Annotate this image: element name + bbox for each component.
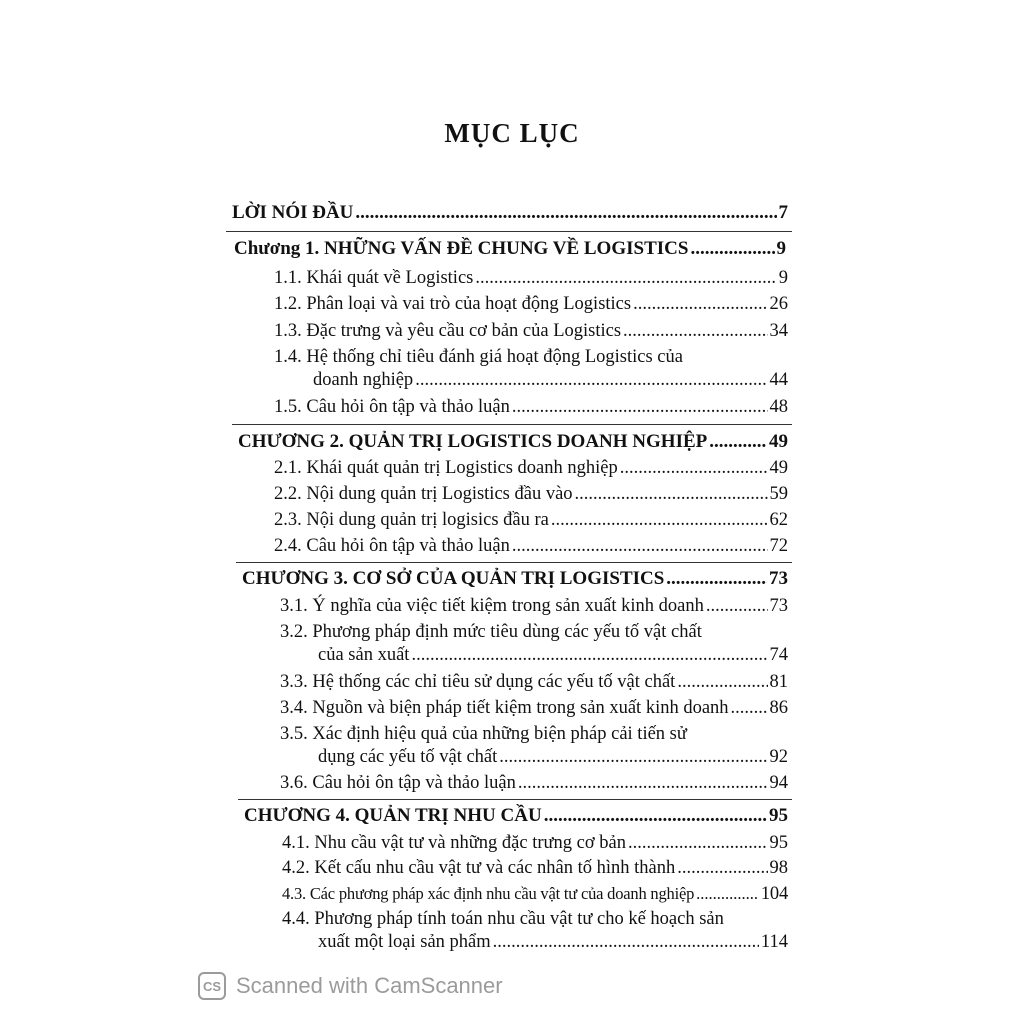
toc-page-number: 9 [776, 238, 786, 259]
toc-entry[interactable] [282, 857, 788, 879]
toc-page-number: 94 [769, 773, 788, 793]
toc-chapter-3[interactable] [242, 568, 788, 590]
toc-page-number: 73 [769, 568, 788, 589]
toc-chapter-1[interactable] [234, 238, 786, 260]
toc-entry-label: 3.6. Câu hỏi ôn tập và thảo luận [280, 773, 516, 793]
divider [232, 424, 792, 425]
toc-entry-preface[interactable] [232, 202, 788, 224]
toc-entry[interactable] [313, 369, 788, 391]
toc-page-number: 34 [769, 321, 788, 341]
toc-entry[interactable] [274, 535, 788, 557]
toc-entry[interactable] [282, 832, 788, 854]
toc-entry-label: 2.1. Khái quát quản trị Logistics doanh nghiệp [274, 458, 618, 478]
toc-entry-label: 1.5. Câu hỏi ôn tập và thảo luận [274, 397, 510, 417]
dot-leader [499, 746, 767, 768]
dot-leader [551, 509, 768, 531]
toc-entry[interactable] [280, 697, 788, 719]
dot-leader [696, 883, 759, 905]
toc-entry[interactable] [280, 671, 788, 693]
toc-entry-label: 3.5. Xác định hiệu quả của những biện pháp cải tiến sử [280, 724, 687, 744]
dot-leader [493, 931, 759, 953]
toc-entry-continuation: doanh nghiệp [313, 370, 414, 390]
dot-leader [512, 396, 768, 418]
dot-leader [677, 857, 767, 879]
toc-page-number: 44 [769, 370, 788, 390]
toc-entry[interactable] [280, 772, 788, 794]
toc-page-number: 86 [769, 698, 788, 718]
toc-entry-label: 4.1. Nhu cầu vật tư và những đặc trưng cơ bản [282, 833, 626, 853]
toc-page-number: 104 [760, 884, 788, 904]
dot-leader [475, 267, 776, 289]
toc-chapter-4[interactable] [244, 805, 788, 827]
watermark-text: Scanned with CamScanner [236, 973, 503, 998]
toc-entry-continuation: của sản xuất [318, 645, 410, 665]
toc-page-number: 81 [769, 672, 788, 692]
camscanner-logo-icon: CS [198, 972, 226, 1000]
dot-leader [706, 595, 768, 617]
toc-entry-continuation: dụng các yếu tố vật chất [318, 747, 498, 767]
dot-leader [355, 202, 776, 224]
toc-entry-label: 2.3. Nội dung quản trị logisics đầu ra [274, 510, 549, 530]
toc-entry[interactable] [274, 293, 788, 315]
toc-entry-label: 3.2. Phương pháp định mức tiêu dùng các yếu tố vật chất [280, 622, 702, 642]
toc-page-number: 74 [769, 645, 788, 665]
dot-leader [677, 671, 767, 693]
toc-entry-label: 1.1. Khái quát về Logistics [274, 268, 474, 288]
toc-entry-label: LỜI NÓI ĐẦU [232, 202, 354, 223]
divider [238, 799, 792, 800]
toc-page-number: 114 [760, 932, 788, 952]
dot-leader [415, 369, 767, 391]
dot-leader [633, 293, 767, 315]
toc-entry-label: CHƯƠNG 4. QUẢN TRỊ NHU CẦU [244, 805, 542, 826]
dot-leader [575, 483, 768, 505]
page-title: MỤC LỤC [444, 118, 580, 148]
camscanner-watermark [198, 970, 503, 1002]
toc-page-number: 9 [778, 268, 788, 288]
toc-entry-label: 1.3. Đặc trưng và yêu cầu cơ bản của Logistics [274, 321, 622, 341]
toc-entry-label: CHƯƠNG 3. CƠ SỞ CỦA QUẢN TRỊ LOGISTICS [242, 568, 665, 589]
toc-page-number: 92 [769, 747, 788, 767]
toc-entry[interactable] [318, 746, 788, 768]
toc-entry[interactable] [274, 457, 788, 479]
toc-page-number: 49 [769, 431, 788, 452]
toc-entry[interactable] [274, 483, 788, 505]
toc-page-number: 26 [769, 294, 788, 314]
toc-entry-label: 1.2. Phân loại và vai trò của hoạt động Logistics [274, 294, 632, 314]
dot-leader [666, 568, 767, 590]
dot-leader [628, 832, 768, 854]
toc-chapter-2[interactable] [238, 431, 788, 453]
dot-leader [512, 535, 768, 557]
dot-leader [623, 320, 767, 342]
toc-entry-label: 3.1. Ý nghĩa của việc tiết kiệm trong sản xuất kinh doanh [280, 596, 704, 616]
toc-entry-label: 4.4. Phương pháp tính toán nhu cầu vật tư cho kế hoạch sản [282, 909, 724, 929]
toc-entry-label: 3.3. Hệ thống các chỉ tiêu sử dụng các yếu tố vật chất [280, 672, 676, 692]
dot-leader [709, 431, 767, 453]
toc-entry-label: 4.2. Kết cấu nhu cầu vật tư và các nhân tố hình thành [282, 858, 676, 878]
toc-entry[interactable] [274, 396, 788, 418]
dot-leader [411, 644, 767, 666]
toc-entry-label: 2.4. Câu hỏi ôn tập và thảo luận [274, 536, 510, 556]
toc-page-number: 62 [769, 510, 788, 530]
toc-entry-label: 3.4. Nguồn và biện pháp tiết kiệm trong sản xuất kinh doanh [280, 698, 729, 718]
toc-entry[interactable] [280, 595, 788, 617]
toc-page-number: 95 [769, 833, 788, 853]
toc-page-number: 72 [769, 536, 788, 556]
toc-page-number: 7 [778, 202, 788, 223]
toc-entry[interactable] [274, 320, 788, 342]
toc-entry[interactable] [318, 644, 788, 666]
toc-entry[interactable] [274, 267, 788, 289]
toc-entry[interactable] [282, 883, 788, 905]
toc-entry-continuation: xuất một loại sản phẩm [318, 932, 491, 952]
toc-entry[interactable] [274, 509, 788, 531]
dot-leader [690, 238, 774, 260]
divider [236, 562, 792, 563]
toc-entry[interactable] [318, 931, 788, 953]
toc-page-number: 48 [769, 397, 788, 417]
toc-page-number: 49 [769, 458, 788, 478]
toc-page-number: 59 [769, 484, 788, 504]
dot-leader [731, 697, 768, 719]
toc-entry-label: CHƯƠNG 2. QUẢN TRỊ LOGISTICS DOANH NGHIỆP [238, 431, 708, 452]
toc-entry-label: 1.4. Hệ thống chỉ tiêu đánh giá hoạt động Logistics của [274, 347, 683, 367]
toc-entry-label: 4.3. Các phương pháp xác định nhu cầu vật tư của doanh nghiệp [282, 884, 695, 903]
dot-leader [544, 805, 767, 827]
dot-leader [518, 772, 768, 794]
toc-entry-label: 2.2. Nội dung quản trị Logistics đầu vào [274, 484, 573, 504]
dot-leader [620, 457, 768, 479]
toc-page-number: 95 [769, 805, 788, 826]
toc-page-number: 73 [769, 596, 788, 616]
divider [226, 231, 792, 232]
toc-page-number: 98 [769, 858, 788, 878]
toc-entry-label: Chương 1. NHỮNG VẤN ĐỀ CHUNG VỀ LOGISTICS [234, 238, 689, 259]
